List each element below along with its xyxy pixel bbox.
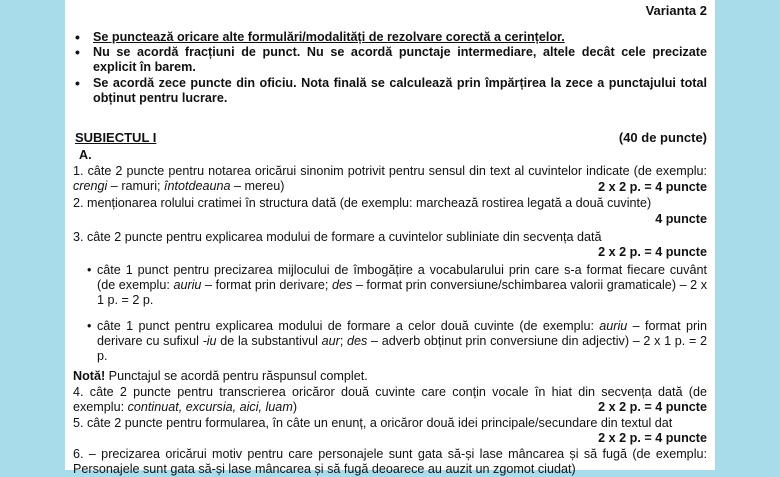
bullet-text: câte 1 punct pentru precizarea mijlocului de îmbogățire a vocabularului prin care s-a format fiecare cuvânt (de exemplu: [97,263,707,293]
rule-item [71,45,707,75]
example-gloss: – ramuri; [107,179,164,194]
bullet-icon: • [87,263,92,277]
item-6-text: 6. – precizarea oricărui motiv pentru care personajele sunt gata să-și lase mâncarea și să fugă (de exemplu: Personajele sunt gata să-și lase mâncarea și să fugă deoarece au auzit un zgomot ciudat) [73,447,707,477]
example-words: continuat, excursia, aici, luam [127,400,293,415]
bullet-icon: • [87,319,92,333]
rule-item [71,76,707,106]
subject-points: (40 de puncte) [618,130,707,145]
item-3 [73,230,707,245]
bullet-text: de la substantivul [216,334,322,349]
item-5 [73,416,707,431]
rule-text: Nu se acordă fracțiuni de punct. Nu se acordă punctaje intermediare, altele decât cele precizate explicit în barem. [93,45,707,75]
example-word: des [331,278,353,293]
item-1-score: 2 x 2 p. = 4 puncte [598,180,707,194]
item-5-score: 2 x 2 p. = 4 puncte [598,431,707,445]
rule-item [71,30,707,45]
example-word: întotdeauna [164,179,231,194]
example-gloss: – mereu) [230,179,285,194]
item-2 [73,196,707,211]
grading-rules-list [71,30,707,106]
item-2-text: 2. menționarea rolului cratimei în structura dată (de exemplu: marchează rostirea legată a două cuvinte) [73,196,652,210]
example-word: -iu [202,334,217,349]
example-word: crengi [73,179,108,194]
variant-label: Varianta 2 [645,3,707,18]
bullet-text: câte 1 punct pentru explicarea modului de formare a celor două cuvinte (de exemplu: [97,319,600,333]
example-word: auriu [599,319,628,333]
example-word: des [347,334,368,349]
item-3-bullet-1 [87,263,707,309]
example-word: aur [321,334,340,349]
note-label: Notă! [73,369,106,383]
rule-text: Se acordă zece puncte din oficiu. Nota finală se calculează prin împărțirea la zece a punctajului total obținut pentru lucrare. [93,75,707,105]
example-word: auriu [173,278,202,293]
item-3-score: 2 x 2 p. = 4 puncte [598,245,707,259]
item-1-text: 1. câte 2 puncte pentru notarea oricărui sinonim potrivit pentru sensul din text al cuvintelor indicate (de exemplu: [73,164,707,178]
item-5-text: 5. câte 2 puncte pentru formularea, în câte un enunț, a oricăror două idei principale/secundare din textul dat [73,416,673,430]
subject-heading [75,130,707,145]
bullet-text: ; [339,334,348,349]
item-3-text: 3. câte 2 puncte pentru explicarea modului de formare a cuvintelor subliniate din secvența dată [73,230,602,244]
item-3-bullet-2 [87,319,708,365]
bullet-text: – format prin derivare; [201,278,332,293]
item-6 [73,447,707,477]
bullet-text: – adverb obținut prin conversiune din adjectiv) – 2 x 1 p. = 2 p. [97,334,708,364]
bullet-text: – format prin derivare cu sufixul [97,319,707,349]
item-4-close: ) [292,400,298,415]
subject-title: SUBIECTUL I [75,130,157,145]
item-4-score: 2 x 2 p. = 4 puncte [598,400,707,414]
note-text: Punctajul se acordă pentru răspunsul complet. [105,369,368,383]
item-2-score: 4 puncte [655,212,707,226]
document-page [65,0,715,477]
rule-text: Se punctează oricare alte formulări/modalități de rezolvare corectă a cerințelor. [93,30,565,44]
bullet-text: – format prin conversiune/schimbarea valorii gramaticale) – 2 x 1 p. = 2 p. [97,278,707,308]
item-4-text: 4. câte 2 puncte pentru transcrierea oricăror două cuvinte care conțin vocale în hiat din secvența dată (de exemplu: [73,385,707,415]
section-label: A. [79,148,92,162]
note [73,369,707,384]
